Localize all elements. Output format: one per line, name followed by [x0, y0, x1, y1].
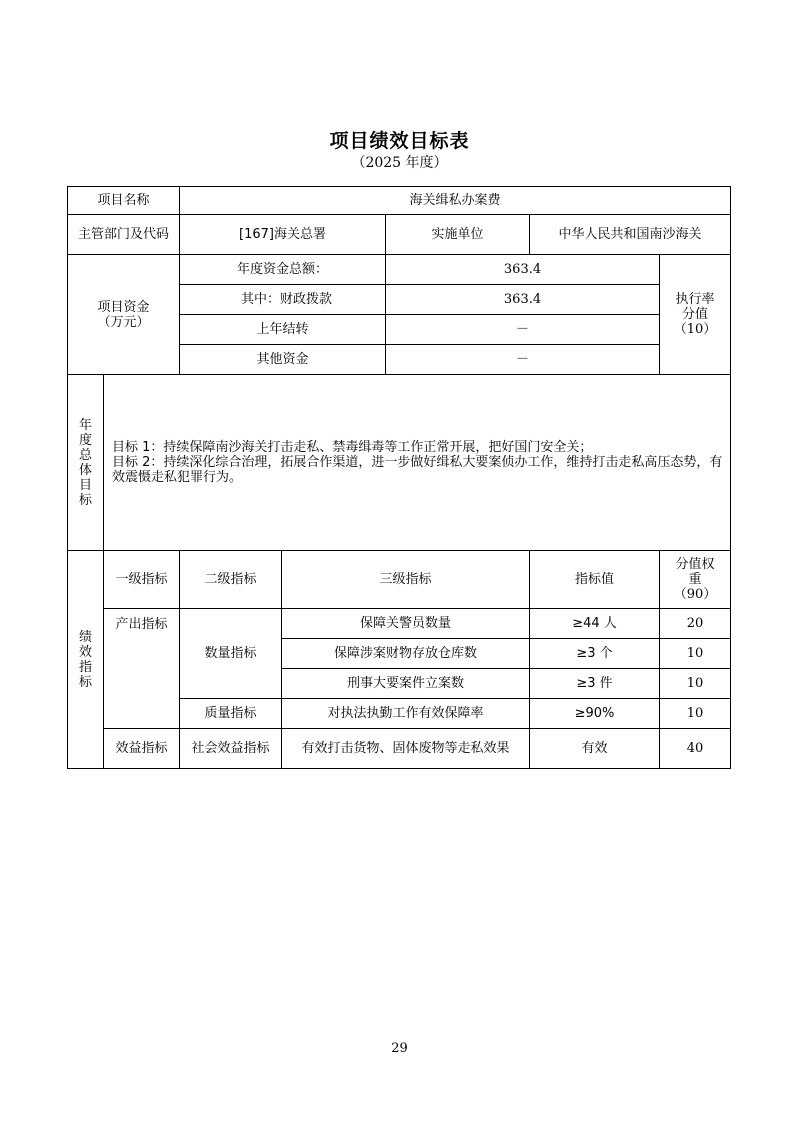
funds-label-line2: （万元）: [97, 314, 150, 330]
performance-indicator-label: [68, 551, 104, 769]
department-row: [68, 215, 731, 255]
funds-total-value: 363.4: [386, 255, 660, 285]
indicator-level2: 社会效益指标: [180, 729, 282, 769]
performance-char: 标: [78, 674, 92, 690]
indicator-level2: 数量指标: [180, 609, 282, 699]
indicator-level3: 保障关警员数量: [282, 609, 530, 639]
funds-carryover-value: －: [386, 315, 660, 345]
indicator-weight: 10: [660, 639, 731, 669]
performance-char: 绩: [78, 629, 92, 645]
funds-other-value: －: [386, 345, 660, 375]
annual-goal-2: 目标 2：持续深化综合治理，拓展合作渠道，进一步做好缉私大要案侦办工作，维持打击走私高压态势，有效震慑走私犯罪行为。: [112, 455, 723, 485]
performance-char: 效: [78, 644, 92, 660]
annual-goal-char: 年: [78, 417, 92, 433]
indicator-value: ≥90%: [530, 699, 660, 729]
header-weight-line1: 分值权: [675, 557, 715, 572]
funds-label: [68, 255, 180, 375]
execution-rate-line2: 分值: [682, 307, 709, 322]
header-weight-line2: 重: [688, 572, 702, 587]
header-level3: 三级指标: [282, 551, 530, 609]
document-title: 项目绩效目标表: [329, 130, 470, 152]
annual-goal-char: 总: [78, 447, 92, 463]
page-number: 29: [391, 1041, 408, 1056]
table-row: [68, 729, 731, 769]
annual-goal-char: 标: [78, 492, 92, 508]
indicator-level1: 产出指标: [104, 609, 180, 729]
annual-goal-text: [104, 375, 731, 551]
indicator-value: ≥3 个: [530, 639, 660, 669]
funds-fiscal-label: 其中：财政拨款: [180, 285, 386, 315]
annual-goal-char: 体: [78, 462, 92, 478]
implementing-unit-value: 中华人民共和国南沙海关: [530, 215, 731, 255]
funds-row-total: [68, 255, 731, 285]
indicator-header-row: [68, 551, 731, 609]
project-name-value: 海关缉私办案费: [180, 187, 731, 215]
indicator-weight: 40: [660, 729, 731, 769]
table-row: [68, 609, 731, 639]
indicator-level2: 质量指标: [180, 699, 282, 729]
department-label: 主管部门及代码: [68, 215, 180, 255]
indicator-value: ≥3 件: [530, 669, 660, 699]
header-weight: [660, 551, 731, 609]
department-value: [167]海关总署: [180, 215, 386, 255]
header-level2: 二级指标: [180, 551, 282, 609]
execution-rate-line3: （10）: [673, 322, 717, 337]
document-subtitle: （2025 年度）: [351, 155, 448, 171]
indicator-level3: 刑事大要案件立案数: [282, 669, 530, 699]
annual-goal-char: 度: [78, 432, 92, 448]
performance-char: 指: [78, 659, 92, 675]
funds-label-line1: 项目资金: [97, 299, 150, 315]
indicator-level1: 效益指标: [104, 729, 180, 769]
execution-rate-line1: 执行率: [675, 292, 715, 307]
indicator-level3: 有效打击货物、固体废物等走私效果: [282, 729, 530, 769]
indicator-weight: 10: [660, 699, 731, 729]
indicator-level3: 保障涉案财物存放仓库数: [282, 639, 530, 669]
execution-rate-score: [660, 255, 731, 375]
project-name-label: 项目名称: [68, 187, 180, 215]
performance-goal-table: [67, 186, 731, 769]
header-value: 指标值: [530, 551, 660, 609]
indicator-weight: 10: [660, 669, 731, 699]
indicator-weight: 20: [660, 609, 731, 639]
header-weight-line3: （90）: [673, 587, 717, 602]
annual-goal-1: 目标 1：持续保障南沙海关打击走私、禁毒缉毒等工作正常开展，把好国门安全关；: [112, 440, 593, 455]
project-name-row: [68, 187, 731, 215]
indicator-level3: 对执法执勤工作有效保障率: [282, 699, 530, 729]
annual-goal-row: [68, 375, 731, 551]
implementing-unit-label: 实施单位: [386, 215, 530, 255]
funds-other-label: 其他资金: [180, 345, 386, 375]
annual-goal-char: 目: [78, 477, 92, 493]
funds-total-label: 年度资金总额：: [180, 255, 386, 285]
header-level1: 一级指标: [104, 551, 180, 609]
annual-goal-label: [68, 375, 104, 551]
funds-fiscal-value: 363.4: [386, 285, 660, 315]
indicator-value: 有效: [530, 729, 660, 769]
indicator-value: ≥44 人: [530, 609, 660, 639]
funds-carryover-label: 上年结转: [180, 315, 386, 345]
